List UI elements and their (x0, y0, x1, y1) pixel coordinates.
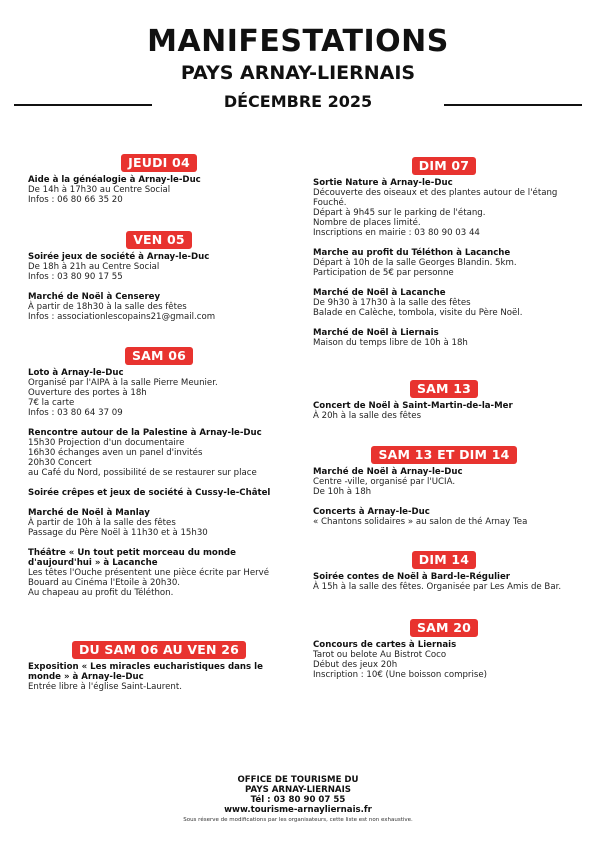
event-item (28, 428, 290, 478)
event-title: Aide à la généalogie à Arnay-le-Duc (28, 175, 201, 185)
date-section (313, 444, 575, 527)
date-section (28, 152, 290, 205)
event-detail: Fouché. (313, 198, 347, 208)
event-title: Sortie Nature à Arnay-le-Duc (313, 178, 453, 188)
event-title: Marche au profit du Téléthon à Lacanche (313, 248, 511, 258)
event-detail: De 18h à 21h au Centre Social (28, 262, 160, 272)
event-detail: Découverte des oiseaux et des plantes autour de l'étang (313, 188, 558, 198)
footer-website-link[interactable]: www.tourisme-arnayliernais.fr (224, 805, 372, 815)
event-title: Concours de cartes à Liernais (313, 640, 457, 650)
event-detail: Début des jeux 20h (313, 660, 398, 670)
event-item (28, 662, 290, 692)
event-item (313, 288, 575, 318)
date-section (28, 639, 290, 692)
event-title: Rencontre autour de la Palestine à Arnay-le-Duc (28, 428, 262, 438)
event-detail: « Chantons solidaires » au salon de thé Arnay Tea (313, 517, 528, 527)
event-item (28, 292, 290, 322)
event-detail: Balade en Calèche, tombola, visite du Père Noël. (313, 308, 523, 318)
date-section (313, 378, 575, 421)
event-detail: Participation de 5€ par personne (313, 268, 454, 278)
date-badge: DIM 14 (412, 551, 476, 569)
event-title: Soirée contes de Noël à Bard-le-Régulier (313, 572, 511, 582)
date-section (313, 155, 575, 348)
event-detail: 16h30 échanges aven un panel d'invités (28, 448, 203, 458)
event-detail: 20h30 Concert (28, 458, 92, 468)
event-title: Théâtre « Un tout petit morceau du monde d'aujourd'hui » à Lacanche (28, 548, 236, 568)
event-detail: Ouverture des portes à 18h (28, 388, 147, 398)
event-detail: Les têtes l'Ouche présentent une pièce écrite par Hervé (28, 568, 270, 578)
event-detail: À partir de 10h à la salle des fêtes (28, 518, 176, 528)
event-detail: Infos : associationlescopains21@gmail.com (28, 312, 216, 322)
event-detail: De 9h30 à 17h30 à la salle des fêtes (313, 298, 471, 308)
event-detail: Bouard au Cinéma l'Etoile à 20h30. (28, 578, 181, 588)
event-detail: Centre -ville, organisé par l'UCIA. (313, 477, 456, 487)
event-detail: Infos : 06 80 66 35 20 (28, 195, 123, 205)
event-detail: À 15h à la salle des fêtes. Organisée par Les Amis de Bar. (313, 582, 562, 592)
event-detail: À 20h à la salle des fêtes (313, 411, 422, 421)
footer-office-name: PAYS ARNAY-LIERNAIS (245, 785, 351, 795)
event-title: Loto à Arnay-le-Duc (28, 368, 124, 378)
event-detail: De 14h à 17h30 au Centre Social (28, 185, 171, 195)
event-item (28, 548, 290, 598)
event-detail: 15h30 Projection d'un documentaire (28, 438, 185, 448)
event-detail: Tarot ou belote Au Bistrot Coco (313, 650, 447, 660)
date-section (313, 617, 575, 680)
event-item (28, 488, 290, 498)
event-detail: Organisé par l'AIPA à la salle Pierre Meunier. (28, 378, 218, 388)
event-title: Marché de Noël à Censerey (28, 292, 161, 302)
period-heading: DÉCEMBRE 2025 (223, 92, 373, 111)
event-detail: Au chapeau au profit du Téléthon. (28, 588, 174, 598)
date-badge: DIM 07 (412, 157, 476, 175)
event-item (313, 328, 575, 348)
date-section (28, 229, 290, 322)
date-badge: JEUDI 04 (121, 154, 197, 172)
date-section (313, 549, 575, 592)
date-badge: VEN 05 (126, 231, 192, 249)
event-title: Marché de Noël à Lacanche (313, 288, 446, 298)
event-title: Marché de Noël à Arnay-le-Duc (313, 467, 463, 477)
event-item (313, 248, 575, 278)
date-badge: DU SAM 06 AU VEN 26 (72, 641, 246, 659)
date-badge: SAM 20 (410, 619, 478, 637)
event-item (313, 507, 575, 527)
event-item (28, 508, 290, 538)
event-detail: au Café du Nord, possibilité de se restaurer sur place (28, 468, 257, 478)
page-subtitle: PAYS ARNAY-LIERNAIS (180, 62, 416, 84)
event-title: Soirée jeux de société à Arnay-le-Duc (28, 252, 210, 262)
event-title: Concerts à Arnay-le-Duc (313, 507, 430, 517)
event-detail: Départ à 10h de la salle Georges Blandin. 5km. (313, 258, 517, 268)
event-detail: De 10h à 18h (313, 487, 372, 497)
date-badge: SAM 13 (410, 380, 478, 398)
event-detail: Nombre de places limité. (313, 218, 421, 228)
footer-disclaimer: Sous réserve de modifications par les organisateurs, cette liste est non exhaustive. (183, 817, 413, 823)
event-item (313, 401, 575, 421)
footer-phone: Tél : 03 80 90 07 55 (250, 795, 346, 805)
event-item (313, 467, 575, 497)
event-detail: Entrée libre à l'église Saint-Laurent. (28, 682, 182, 692)
event-detail: Inscription : 10€ (Une boisson comprise) (313, 670, 487, 680)
event-detail: Maison du temps libre de 10h à 18h (313, 338, 468, 348)
event-title: Concert de Noël à Saint-Martin-de-la-Mer (313, 401, 513, 411)
footer-office-line: OFFICE DE TOURISME DU (237, 775, 359, 785)
right-divider (444, 104, 582, 106)
date-badge: SAM 13 ET DIM 14 (371, 446, 516, 464)
event-item (28, 252, 290, 282)
event-item (313, 640, 575, 680)
event-detail: Inscriptions en mairie : 03 80 90 03 44 (313, 228, 480, 238)
event-title: Soirée crêpes et jeux de société à Cussy-le-Châtel (28, 488, 271, 498)
event-detail: Infos : 03 80 64 37 09 (28, 408, 123, 418)
event-item (28, 175, 290, 205)
event-detail: 7€ la carte (28, 398, 75, 408)
event-item (28, 368, 290, 418)
event-detail: Infos : 03 80 90 17 55 (28, 272, 123, 282)
event-detail: Passage du Père Noël à 11h30 et à 15h30 (28, 528, 208, 538)
date-section (28, 345, 290, 598)
event-title: Marché de Noël à Manlay (28, 508, 150, 518)
event-detail: À partir de 18h30 à la salle des fêtes (28, 302, 187, 312)
event-title: Marché de Noël à Liernais (313, 328, 439, 338)
event-title: Exposition « Les miracles eucharistiques dans le monde » à Arnay-le-Duc (28, 662, 263, 682)
event-item (313, 178, 575, 238)
event-item (313, 572, 575, 592)
footer (0, 775, 596, 823)
date-badge: SAM 06 (125, 347, 193, 365)
event-detail: Départ à 9h45 sur le parking de l'étang. (313, 208, 486, 218)
page-title: MANIFESTATIONS (147, 24, 449, 59)
